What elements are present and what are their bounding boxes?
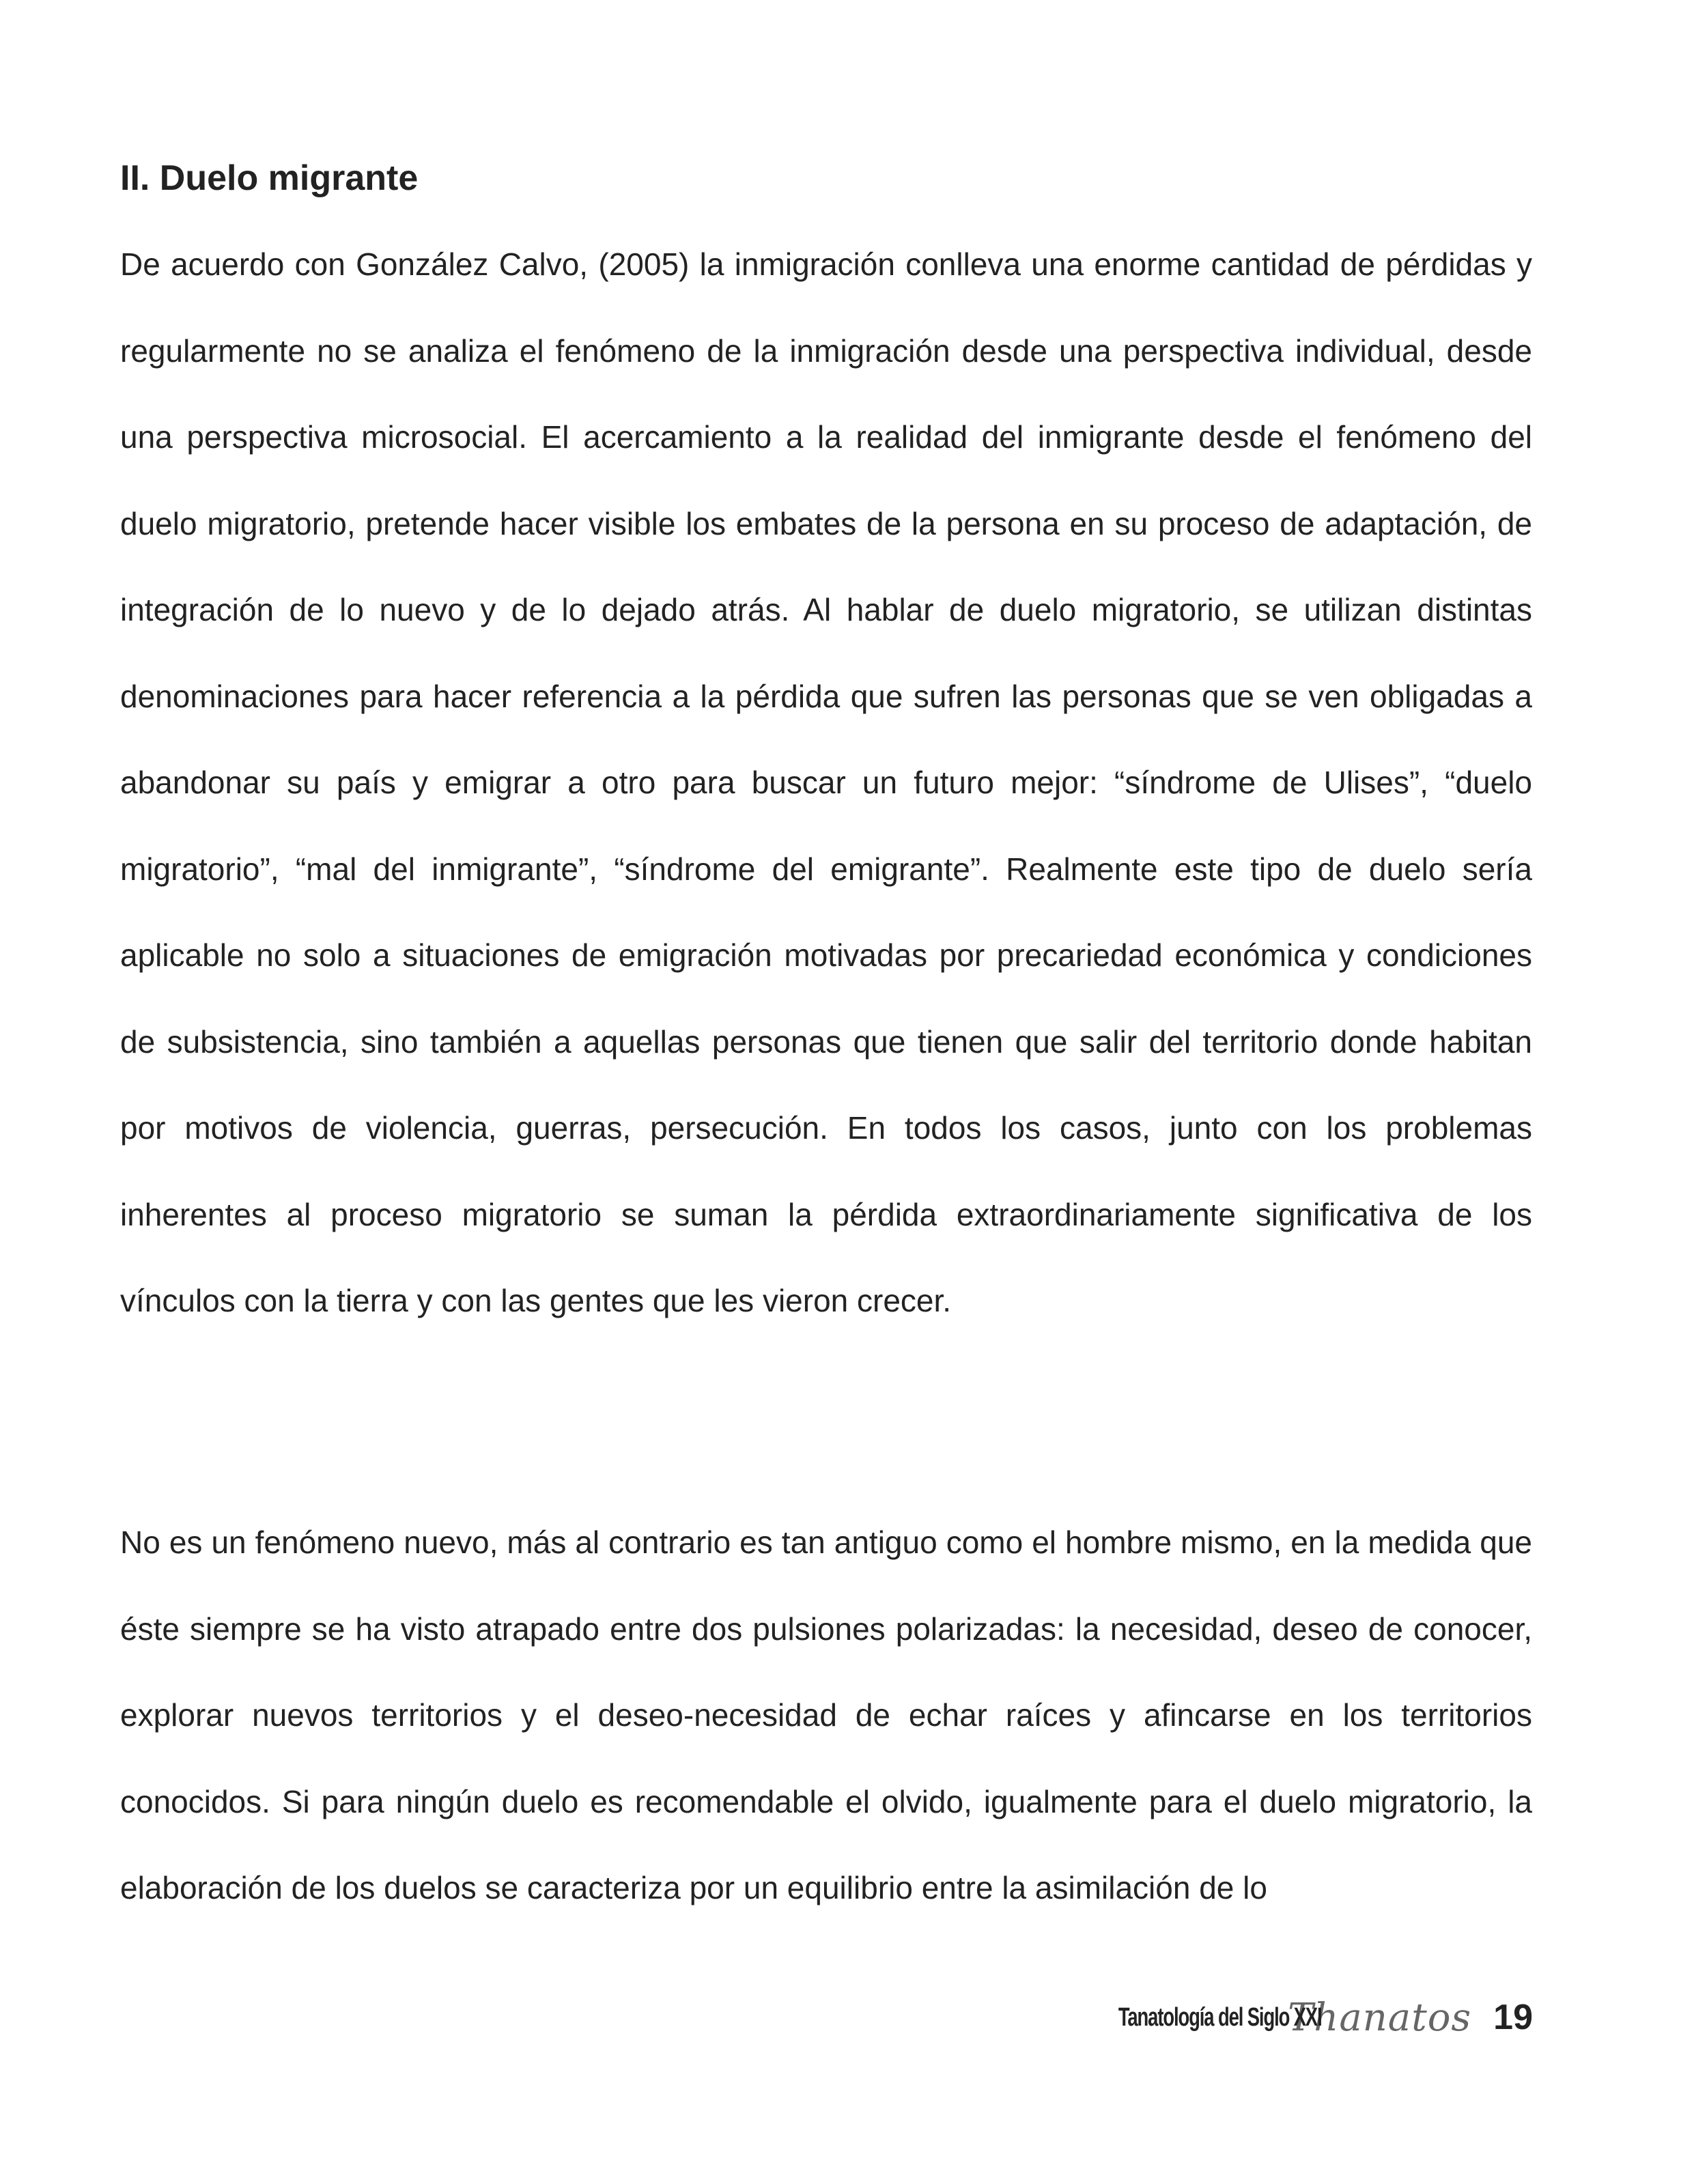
footer-brand-logo: Thanatos [1287, 1995, 1472, 2040]
section-heading: II. Duelo migrante [120, 158, 419, 198]
paragraph-2: No es un fenómeno nuevo, más al contrario es tan antiguo como el hombre mismo, en la medida que éste siempre se ha visto atrapado entre dos pulsiones polarizadas: la necesidad, deseo de conocer, explorar nuevos territorios y el deseo-necesidad de echar raíces y afincarse en los territorios conocidos. Si para ningún duelo es recomendable el olvido, igualmente para el duelo migratorio, la elaboración de los duelos se caracteriza por un equilibrio entre la asimilación de lo [120, 1524, 1532, 1905]
paragraph-1: De acuerdo con González Calvo, (2005) la inmigración conlleva una enorme cantidad de pérdidas y regularmente no se analiza el fenómeno de la inmigración desde una perspectiva individual, desde una perspectiva microsocial. El acercamiento a la realidad del inmigrante desde el fenómeno del duelo migratorio, pretende hacer visible los embates de la persona en su proceso de adaptación, de integración de lo nuevo y de lo dejado atrás. Al hablar de duelo migratorio, se utilizan distintas denominaciones para hacer referencia a la pérdida que sufren las personas que se ven obligadas a abandonar su país y emigrar a otro para buscar un futuro mejor: “síndrome de Ulises”, “duelo migratorio”, “mal del inmigrante”, “síndrome del emigrante”. Realmente este tipo de duelo sería aplicable no solo a situaciones de emigración motivadas por precariedad económica y condiciones de subsistencia, sino también a aquellas personas que tienen que salir del territorio donde habitan por motivos de violencia, guerras, persecución. En todos los casos, junto con los problemas inherentes al proceso migratorio se suman la pérdida extraordinariamente significativa de los vínculos con la tierra y con las gentes que les vieron crecer. [120, 246, 1532, 1318]
page-number: 19 [1493, 1998, 1533, 2037]
page-footer [1039, 1987, 1533, 2048]
footer-journal-name: Tanatología del Siglo XXI [1118, 2002, 1322, 2032]
